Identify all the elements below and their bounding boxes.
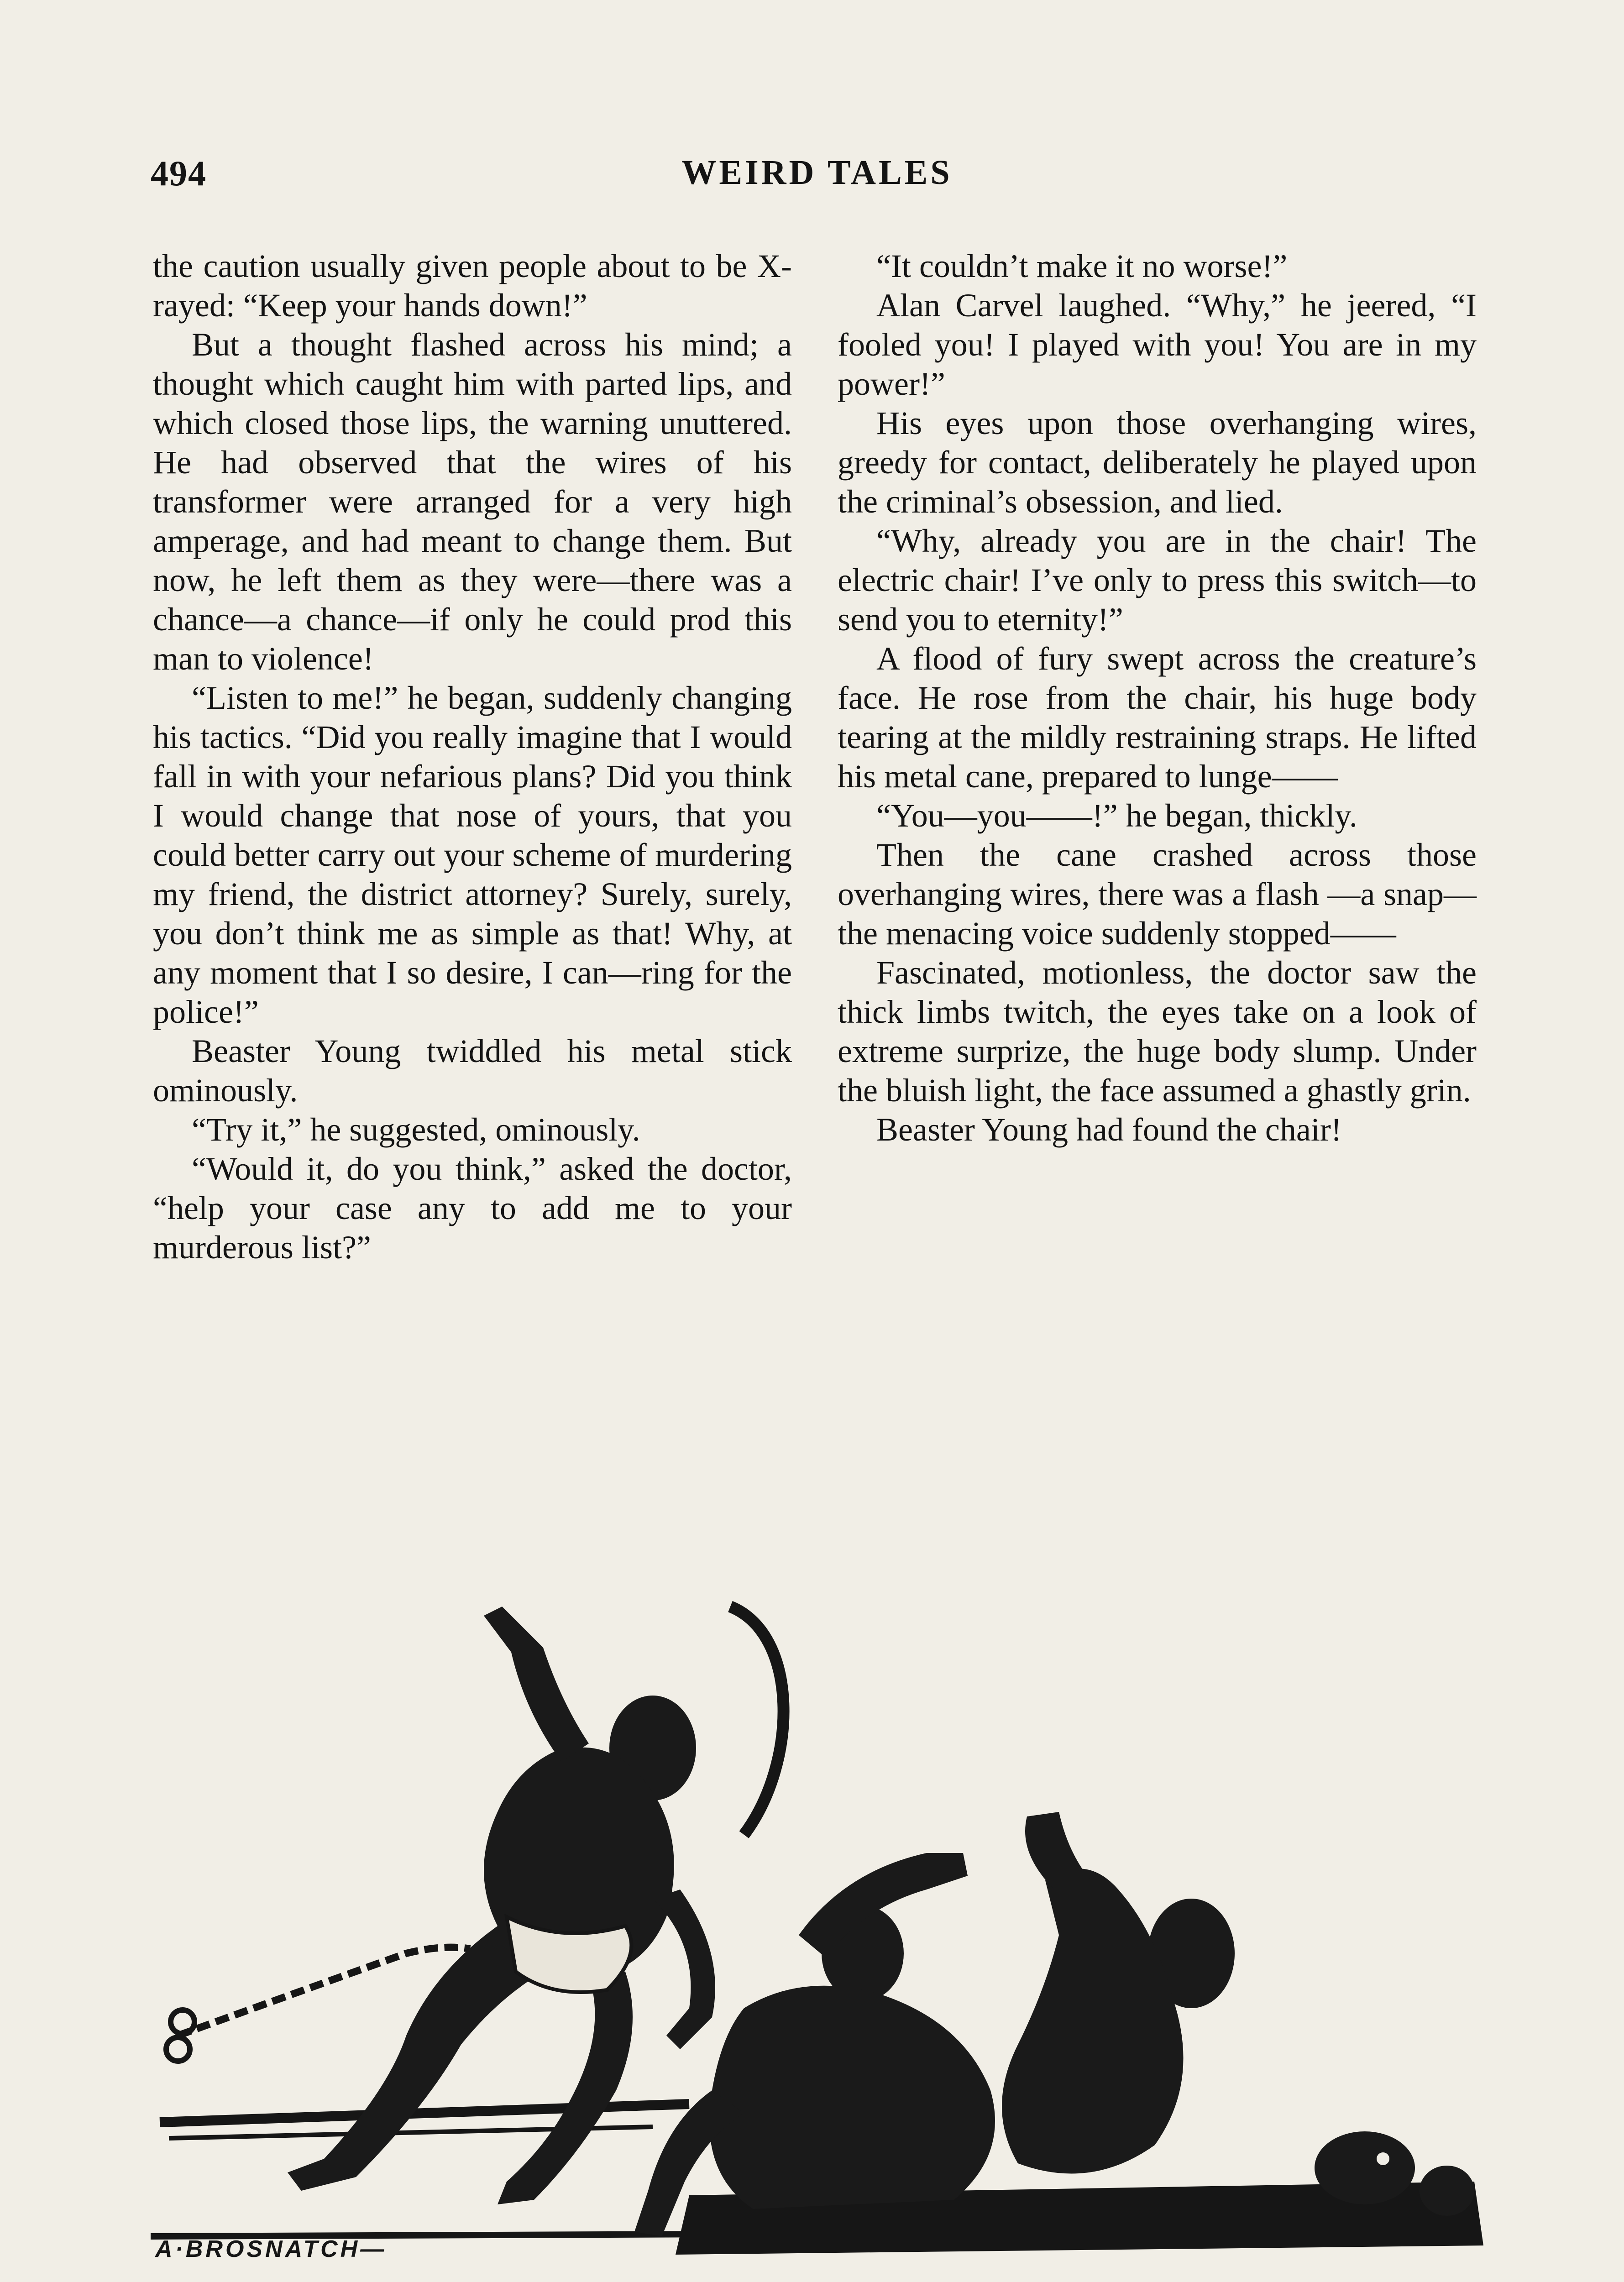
paragraph: “Try it,” he suggested, ominously.: [192, 1111, 640, 1148]
paragraph: “Why, already you are in the chair! The electric chair! I’ve only to press this switch—to send you to eternity!”: [838, 523, 1477, 638]
background-figure: [1002, 1812, 1235, 2174]
overhanging-wire: [730, 1607, 784, 1835]
paragraph: Then the cane crashed across those overhanging wires, there was a flash —a snap—the menacing voice suddenly stopped——: [838, 837, 1477, 952]
metal-cane: [160, 2104, 689, 2122]
fallen-head-eye: [1377, 2152, 1389, 2165]
paragraph: “It couldn’t make it no worse!”: [876, 248, 1288, 284]
page-header: [151, 153, 1483, 203]
paragraph: Beaster Young twiddled his metal stick ominously.: [153, 1033, 792, 1109]
magazine-title: WEIRD TALES: [681, 153, 953, 192]
artist-signature: A·BROSNATCH—: [155, 2236, 387, 2262]
paragraph: “Listen to me!” he began, suddenly changing his tactics. “Did you really imagine that I would fall in with your nefarious plans? Did you think I would change that nose of yours, that you could better carry out your scheme of murdering my friend, the district attorney? Surely, surely, you don’t think me as simple as that! Why, at any moment that I so desire, I can—ring for the police!”: [153, 680, 792, 1030]
paragraph: Beaster Young had found the chair!: [876, 1111, 1342, 1148]
story-illustration: [151, 1597, 1488, 2264]
paragraph: “You—you——!” he began, thickly.: [876, 797, 1357, 834]
page-number: 494: [151, 153, 207, 193]
paragraph: the caution usually given people about to be X-rayed: “Keep your hands down!”: [153, 248, 792, 324]
paragraph: But a thought flashed across his mind; a thought which caught him with parted lips, and which closed those lips, the warning unuttered. He had observed that the wires of his transformer were arranged for a very high amperage, and had meant to change them. But now, he left them as they were—there was a chance—a chance—if only he could prod this man to violence!: [153, 326, 792, 677]
paragraph: His eyes upon those overhanging wires, greedy for contact, deliberately he played upon the criminal’s obsession, and lied.: [838, 405, 1477, 520]
paragraph: Fascinated, motionless, the doctor saw the thick limbs twitch, the eyes take on a look of extreme surprize, the huge body slump. Under the bluish light, the face assumed a ghastly grin.: [838, 954, 1477, 1109]
paragraph: Alan Carvel laughed. “Why,” he jeered, “I fooled you! I played with you! You are in my power!”: [838, 287, 1477, 402]
paragraph: A flood of fury swept across the creature’s face. He rose from the chair, his huge body tearing at the mildly restraining straps. He lifted his metal cane, prepared to lunge——: [838, 640, 1477, 795]
left-text-column: [153, 246, 792, 1267]
right-text-column: [838, 246, 1477, 1149]
chain-link: [166, 2037, 190, 2061]
paragraph: “Would it, do you think,” asked the doctor, “help your case any to add me to your murderous list?”: [153, 1151, 792, 1266]
illustration-drawing: [151, 1597, 1488, 2264]
